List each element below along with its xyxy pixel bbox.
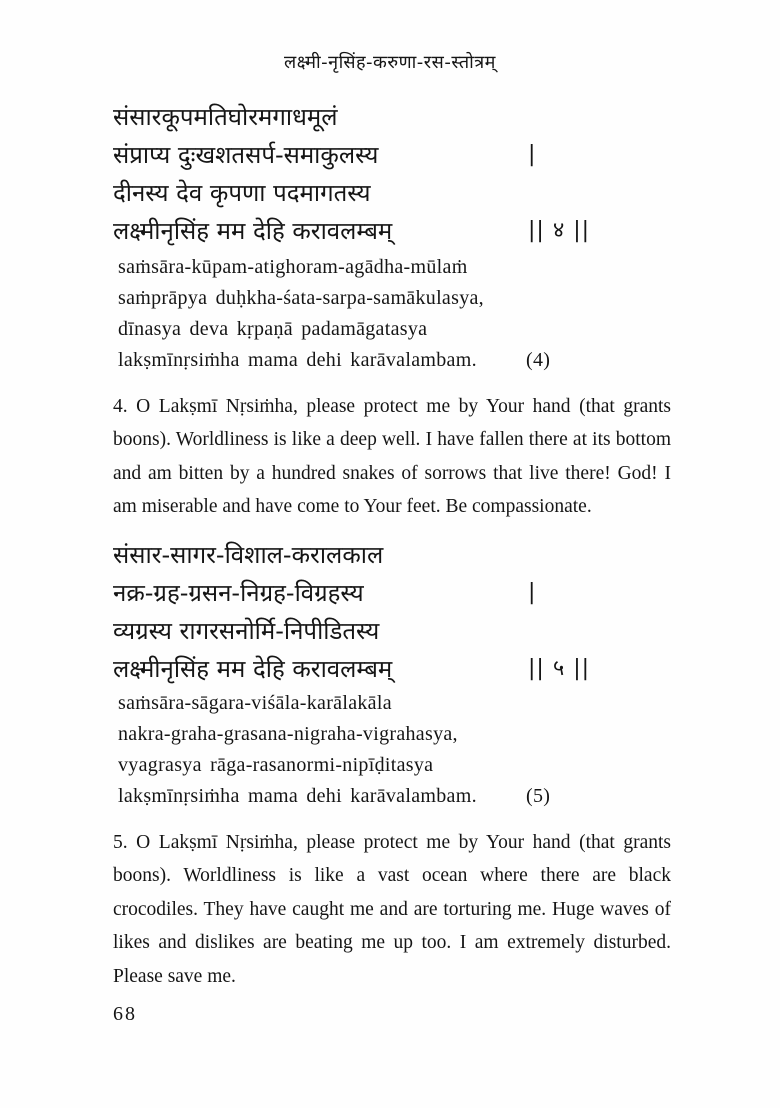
translit-text: lakṣmīnṛsiṁha mama dehi karāvalambam. <box>118 785 477 807</box>
verse-4-line-3 <box>113 174 713 212</box>
verse-5-line-2 <box>113 574 713 612</box>
verse-5-devanagari-block <box>113 536 713 688</box>
verse-5-translation: 5. O Lakṣmī Nṛsiṁha, please protect me by Your hand (that grants boons). Worldliness is like a vast ocean where there are black crocodiles. They have caught me and are torturing me. Huge waves of likes and dislikes are beating me up too. I am extremely disturbed. Please save me. <box>113 832 671 987</box>
verse-4-translation: 4. O Lakṣmī Nṛsiṁha, please protect me by Your hand (that grants boons). Worldliness is like a deep well. I have fallen there at its bottom and am bitten by a hundred snakes of sorrows that live there! God! I am miserable and have come to Your feet. Be compassionate. <box>113 396 671 518</box>
verse-4-line-2 <box>113 136 713 174</box>
verse-text: दीनस्य देव कृपणा पदमागतस्य <box>113 179 371 207</box>
verse-number-mark: || ५ || <box>528 656 591 681</box>
verse-number-mark: || ४ || <box>528 218 591 243</box>
translit-line: nakra-graha-grasana-nigraha-vigrahasya, <box>118 723 458 745</box>
verse-4-devanagari-block <box>113 98 713 250</box>
page-number: 68 <box>113 1003 137 1025</box>
verse-5-transliteration-block <box>118 688 718 812</box>
verse-5-line-1 <box>113 536 713 574</box>
verse-text: लक्ष्मीनृसिंह मम देहि करावलम्बम् <box>113 655 393 683</box>
verse-5-line-3 <box>113 612 713 650</box>
translit-line-with-ref <box>118 781 718 812</box>
verse-5-line-4 <box>113 650 713 688</box>
danda-mark: | <box>528 142 537 167</box>
verse-4-line-1 <box>113 98 713 136</box>
translit-line: vyagrasya rāga-rasanormi-nipīḍitasya <box>118 754 434 776</box>
verse-4-reference: (4) <box>526 349 551 371</box>
translit-line-with-ref <box>118 345 718 376</box>
translit-line: saṁprāpya duḥkha-śata-sarpa-samākulasya, <box>118 287 484 309</box>
verse-text: संसार-सागर-विशाल-करालकाल <box>113 541 384 569</box>
verse-text: संसारकूपमतिघोरमगाधमूलं <box>113 103 338 131</box>
translit-line: saṁsāra-sāgara-viśāla-karālakāla <box>118 692 392 714</box>
translit-line: saṁsāra-kūpam-atighoram-agādha-mūlaṁ <box>118 256 468 278</box>
verse-5-reference: (5) <box>526 785 551 807</box>
translit-text: lakṣmīnṛsiṁha mama dehi karāvalambam. <box>118 349 477 371</box>
verse-4-transliteration-block <box>118 252 718 376</box>
page-header-title: लक्ष्मी-नृसिंह-करुणा-रस-स्तोत्रम् <box>284 52 496 73</box>
verse-4-line-4 <box>113 212 713 250</box>
verse-text: संप्राप्य दुःखशतसर्प-समाकुलस्य <box>113 141 379 169</box>
danda-mark: | <box>528 580 537 605</box>
verse-text: नक्र-ग्रह-ग्रसन-निग्रह-विग्रहस्य <box>113 579 364 607</box>
verse-text: व्यग्रस्य रागरसनोर्मि-निपीडितस्य <box>113 617 380 645</box>
verse-text: लक्ष्मीनृसिंह मम देहि करावलम्बम् <box>113 217 393 245</box>
translit-line: dīnasya deva kṛpaṇā padamāgatasya <box>118 318 428 340</box>
